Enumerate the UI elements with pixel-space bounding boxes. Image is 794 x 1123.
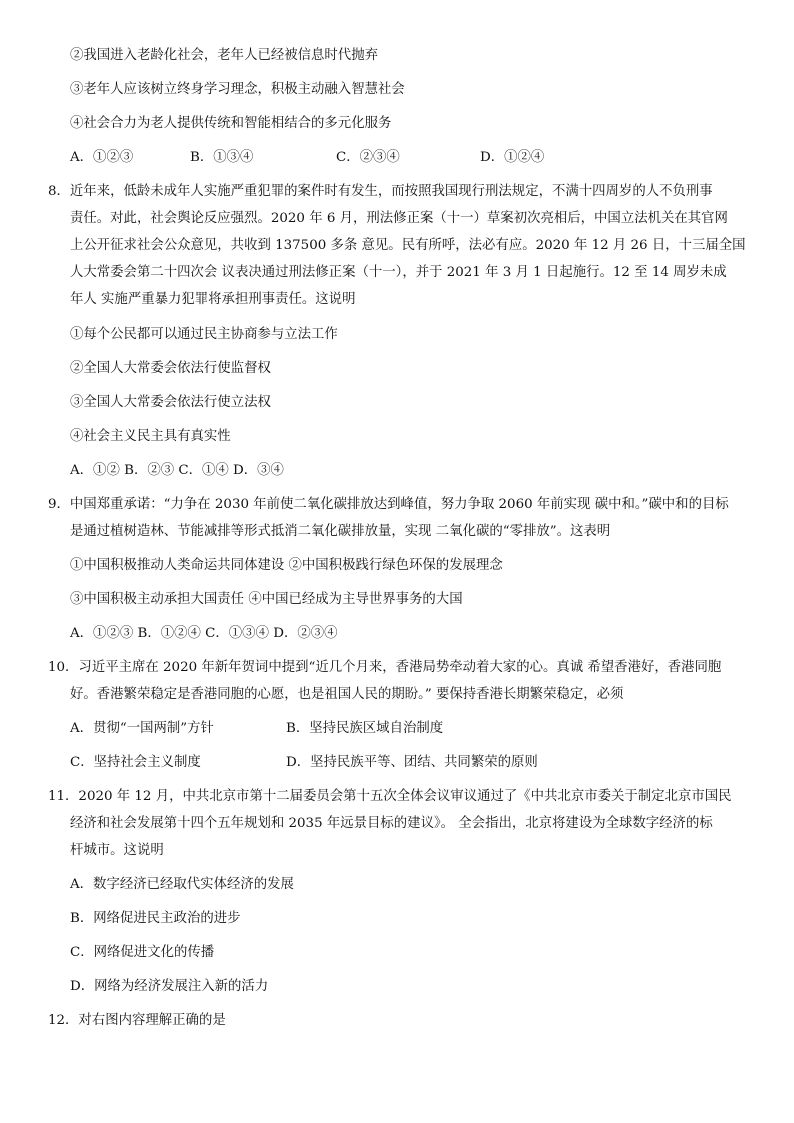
q7-option-b: B．①③④ (190, 150, 254, 165)
q8-stem-line: 年人 实施严重暴力犯罪将承担刑事责任。这说明 (70, 292, 356, 307)
q9-stem-line: 是通过植树造林、节能减排等形式抵消二氧化碳排放量，实现 二氧化碳的“零排放”。这表明 (70, 524, 611, 539)
q9-options: A．①②③ B．①②④ C．①③④ D．②③④ (70, 626, 338, 641)
q11-option-d: D．网络为经济发展注入新的活力 (70, 979, 269, 994)
q11-option-a: A．数字经济已经取代实体经济的发展 (70, 877, 294, 892)
q7-option-d: D．①②④ (480, 150, 545, 165)
q7-option-a: A．①②③ (70, 150, 134, 165)
q9-stem-line: 9．中国郑重承诺：“力争在 2030 年前使二氧化碳排放达到峰值，努力争取 2060 年前实现 碳中和。”碳中和的目标 (48, 497, 729, 512)
q10-option-d: D．坚持民族平等、团结、共同繁荣的原则 (286, 755, 538, 770)
q7-item-3: ③老年人应该树立终身学习理念，积极主动融入智慧社会 (70, 82, 405, 97)
q10-option-b: B．坚持民族区域自治制度 (286, 721, 444, 736)
q8-stem-line: 责任。对此，社会舆论反应强烈。2020 年 6 月，刑法修正案（十一）草案初次亮相后，中国立法机关在其官网 (70, 211, 728, 226)
q9-items-line: ③中国积极主动承担大国责任 ④中国已经成为主导世界事务的大国 (70, 592, 463, 607)
q10-stem-line: 好。香港繁荣稳定是香港同胞的心愿，也是祖国人民的期盼。” 要保持香港长期繁荣稳定，必须 (70, 687, 624, 702)
q11-stem-line: 经济和社会发展第十四个五年规划和 2035 年远景目标的建议》。 全会指出，北京将建设为全球数字经济的标 (70, 816, 713, 831)
q7-option-c: C．②③④ (336, 150, 400, 165)
q10-option-a: A．贯彻“一国两制”方针 (70, 721, 214, 736)
q12-stem: 12．对右图内容理解正确的是 (48, 1013, 226, 1028)
q7-item-2: ②我国进入老龄化社会，老年人已经被信息时代抛弃 (70, 48, 378, 63)
q10-option-c: C．坚持社会主义制度 (70, 755, 201, 770)
q8-item-4: ④社会主义民主具有真实性 (70, 429, 231, 444)
q9-items-line: ①中国积极推动人类命运共同体建设 ②中国积极践行绿色环保的发展理念 (70, 558, 503, 573)
q10-stem-line: 10．习近平主席在 2020 年新年贺词中提到“近几个月来，香港局势牵动着大家的心。真诚 希望香港好，香港同胞 (48, 660, 722, 675)
q8-item-2: ②全国人大常委会依法行使监督权 (70, 361, 271, 376)
q8-stem-line: 人大常委会第二十四次会 议表决通过刑法修正案（十一），并于 2021 年 3 月 1 日起施行。12 至 14 周岁未成 (70, 265, 727, 280)
q8-item-3: ③全国人大常委会依法行使立法权 (70, 395, 271, 410)
q8-item-1: ①每个公民都可以通过民主协商参与立法工作 (70, 327, 338, 342)
q8-stem-line: 上公开征求社会公众意见，共收到 137500 多条 意见。民有所呼，法必有应。2020 年 12 月 26 日，十三届全国 (70, 238, 746, 253)
q11-stem-line: 11．2020 年 12 月，中共北京市第十二届委员会第十五次全体会议审议通过了《中共北京市委关于制定北京市国民 (48, 789, 732, 804)
q11-option-c: C．网络促进文化的传播 (70, 945, 215, 960)
q11-option-b: B．网络促进民主政治的进步 (70, 911, 241, 926)
q8-stem-line: 8．近年来，低龄未成年人实施严重犯罪的案件时有发生，而按照我国现行刑法规定，不满十四周岁的人不负刑事 (48, 184, 713, 199)
q7-item-4: ④社会合力为老人提供传统和智能相结合的多元化服务 (70, 116, 392, 131)
q8-options: A．①② B．②③ C．①④ D．③④ (70, 463, 284, 478)
q11-stem-line: 杆城市。这说明 (70, 843, 164, 858)
